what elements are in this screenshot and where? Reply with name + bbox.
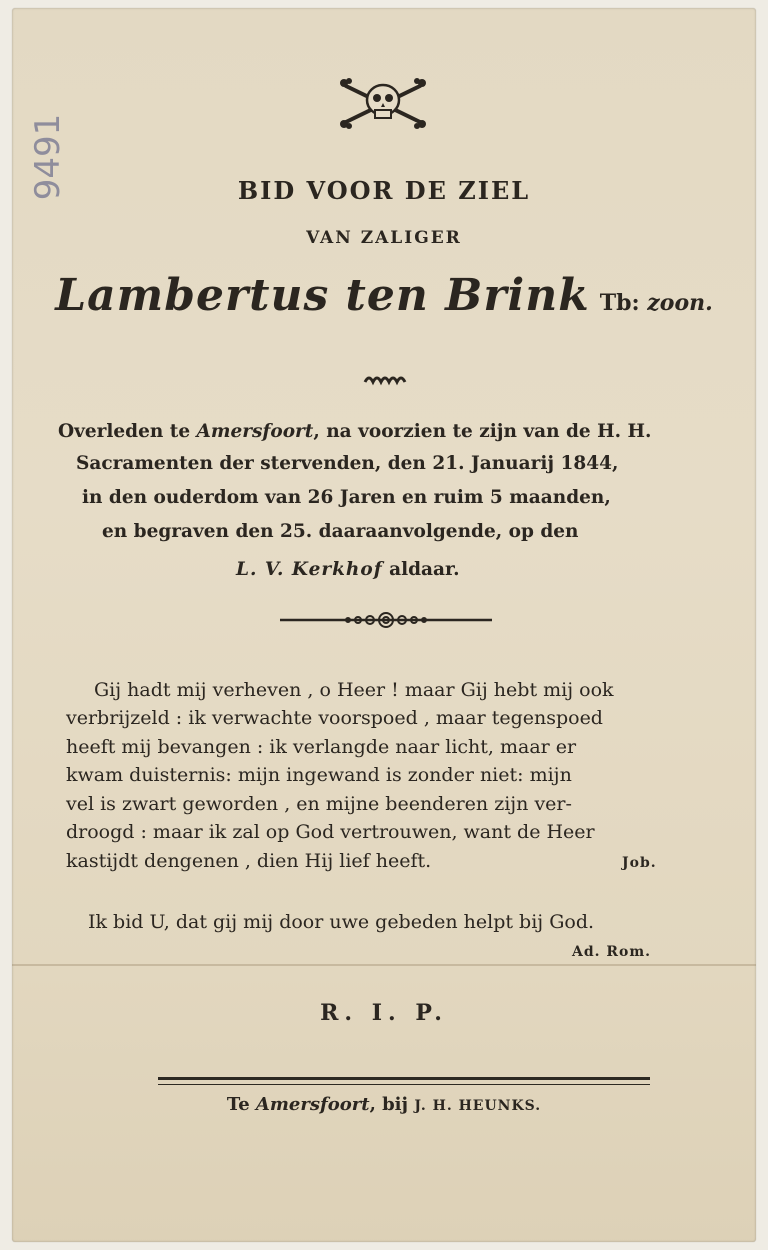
- detail-line-5: [236, 556, 460, 584]
- heading-of-blessed: VAN ZALIGER: [306, 228, 462, 248]
- detail-line-5-post: aldaar.: [382, 559, 460, 580]
- deceased-name: Lambertus ten Brink: [55, 270, 590, 321]
- verse-line-4: kwam duisternis: mijn ingewand is zonder niet: mijn: [66, 764, 572, 786]
- verse-line-3: heeft mij bevangen : ik verlangde naar licht, maar er: [66, 736, 577, 758]
- divider-rule: [158, 1077, 650, 1080]
- printer-name: J. H. HEUNKS.: [414, 1098, 542, 1114]
- printer-pre: Te: [226, 1094, 256, 1115]
- detail-line-2: Sacramenten der stervenden, den 21. Januarij 1844,: [76, 453, 619, 474]
- verse-line-8: Ik bid U, dat gij mij door uwe gebeden helpt bij God.: [88, 911, 595, 933]
- printer-line: [40, 1094, 728, 1115]
- verse-line-1: Gij hadt mij verheven , o Heer ! maar Gij hebt mij ook: [94, 679, 614, 701]
- verse-source-job: Job.: [622, 855, 657, 871]
- detail-line-1-pre: Overleden te: [58, 421, 197, 442]
- squiggle-ornament-icon: [363, 372, 409, 386]
- printer-mid: , bij: [369, 1094, 415, 1115]
- verse-line-6: droogd : maar ik zal op God vertrouwen, want de Heer: [66, 821, 595, 843]
- heading-pray-for-soul: BID VOOR DE ZIEL: [237, 176, 531, 205]
- printer-place: Amersfoort: [255, 1094, 370, 1115]
- verse-line-7: kastijdt dengenen , dien Hij lief heeft.: [66, 850, 432, 872]
- name-suffix: [600, 290, 713, 316]
- handwritten-note: 9491: [28, 113, 68, 201]
- suffix-word: zoon.: [647, 290, 713, 316]
- rest-in-peace: R. I. P.: [320, 1000, 448, 1026]
- deceased-name-line: [40, 270, 728, 321]
- divider-rule-thin: [158, 1084, 650, 1085]
- verse-line-5: vel is zwart geworden , en mijne beenderen zijn ver-: [66, 793, 572, 815]
- verse-source-romans: Ad. Rom.: [572, 944, 652, 960]
- detail-line-3: in den ouderdom van 26 Jaren en ruim 5 maanden,: [82, 487, 611, 508]
- verse-line-2: verbrijzeld : ik verwachte voorspoed , maar tegenspoed: [66, 707, 603, 729]
- detail-line-1: [58, 418, 651, 446]
- divider-ornament-icon: [280, 610, 492, 630]
- detail-place: Amersfoort: [196, 421, 314, 442]
- detail-cemetery: L. V. Kerkhof: [236, 559, 383, 580]
- detail-line-1-post: , na voorzien te zijn van de H. H.: [313, 421, 652, 442]
- skull-crossbones-icon: [336, 76, 430, 130]
- suffix-abbrev: Tb:: [599, 290, 640, 316]
- detail-line-4: en begraven den 25. daaraanvolgende, op den: [102, 521, 579, 542]
